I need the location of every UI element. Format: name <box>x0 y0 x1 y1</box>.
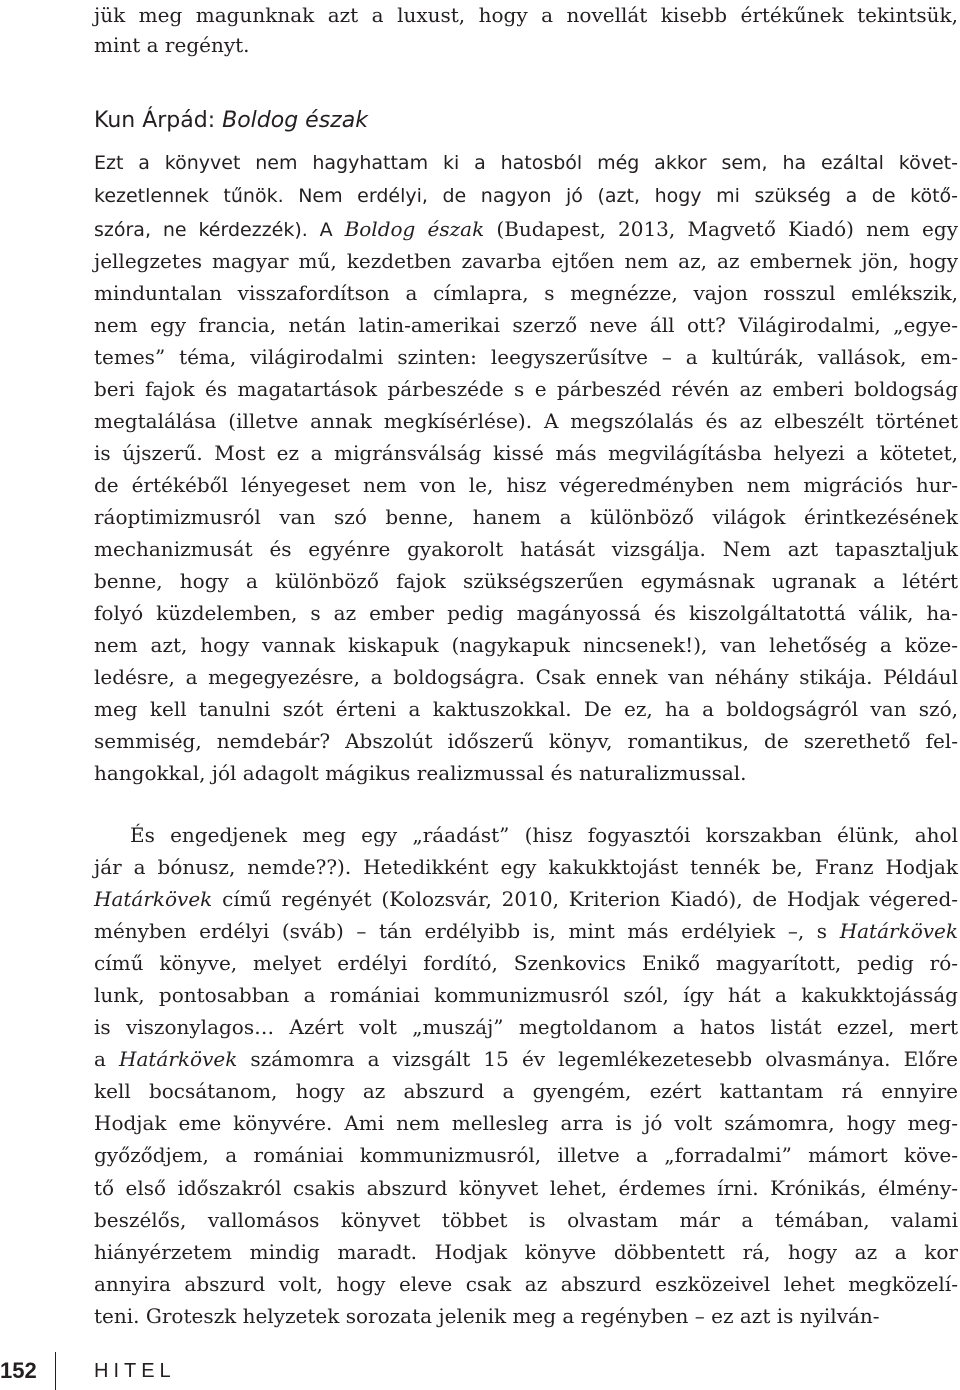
text-line: szóra, ne kérdezzék). A Boldog észak (Budapest, 2013, Magvető Kiadó) nem egy <box>94 217 958 241</box>
text-line: És engedjenek meg egy „ráadást” (hisz fogyasztói korszakban élünk, ahol <box>130 823 958 847</box>
text-line: Ezt a könyvet nem hagyhattam ki a hatosból még akkor sem, ha ezáltal követ- <box>94 152 958 174</box>
text-line: lunk, pontosabban a romániai kommunizmusról szól, így hát a kakukktojásság <box>94 983 958 1007</box>
text-line: meg kell tanulni szót érteni a kaktuszokkal. De ez, ha a boldogságról van szó, <box>94 697 958 721</box>
text-line: beszélős, vallomásos könyvet többet is olvastam már a témában, valami <box>94 1207 958 1232</box>
book-title: Boldog észak <box>344 217 485 241</box>
text-line: jár a bónusz, nemde??). Hetedikként egy kakukktojást tennék be, Franz Hodjak <box>94 855 958 879</box>
text-line: ráoptimizmusról van szó benne, hanem a különböző világok érintkezésének <box>94 505 958 529</box>
text-line: Hodjak eme könyvére. Ami nem mellesleg arra is jó volt számomra, hogy meg- <box>94 1111 958 1136</box>
text-line: mechanizmusát és egyénre gyakorolt hatását vizsgálja. Nem azt tapasztaljuk <box>94 537 958 561</box>
text-line: mint a regényt. <box>94 33 250 57</box>
text-line: semmiség, nemdebár? Abszolút időszerű könyv, romantikus, de szerethető fel- <box>94 729 958 753</box>
text-line: kell bocsátanom, hogy az abszurd a gyengém, ezért kattantam rá ennyire <box>94 1079 958 1103</box>
text-line: ledésre, a megegyezésre, a boldogságra. Csak ennek van néhány stikája. Például <box>94 665 958 689</box>
text-line: hiányérzetem mindig maradt. Hodjak könyve döbbentett rá, hogy az a kor <box>94 1240 958 1264</box>
text-line: is viszonylagos… Azért volt „muszáj” megtoldanom a hatos listát ezzel, mert <box>94 1015 958 1039</box>
footer-divider <box>55 1352 56 1390</box>
text-line: jük meg magunknak azt a luxust, hogy a novellát kisebb értékűnek tekintsük, <box>94 3 958 27</box>
heading-author: Kun Árpád: <box>94 108 223 133</box>
text-line: Határkövek című regényét (Kolozsvár, 2010, Kriterion Kiadó), de Hodjak végered- <box>94 887 958 911</box>
book-title: Határkövek <box>119 1047 238 1071</box>
text-line: folyó küzdelemben, s az ember pedig magányossá és kiszolgáltatottá válik, ha- <box>94 601 958 625</box>
text-line: megtalálása (illetve annak megkísérlése). A megszólalás és az elbeszélt történet <box>94 409 958 433</box>
text-line: annyira abszurd volt, hogy eleve csak az abszurd eszközeivel lehet megközelí- <box>94 1272 958 1297</box>
text-line: teni. Groteszk helyzetek sorozata jelenik meg a regényben – ez azt is nyilván- <box>94 1304 880 1329</box>
text-line: tő első időszakról csakis abszurd könyvet lehet, érdemes írni. Krónikás, élmény- <box>94 1175 958 1200</box>
book-title: Határkövek <box>839 919 958 943</box>
page-number: 152 <box>0 1358 37 1383</box>
text-line: győződjem, a romániai kommunizmusról, illetve a „forradalmi” mámort köve- <box>94 1143 958 1168</box>
text-line: jellegzetes magyar mű, kezdetben zavarba ejtően nem az, az embernek jön, hogy <box>94 249 958 273</box>
text-line: de értékéből lényegeset nem von le, hisz végeredményben nem migrációs hur- <box>94 473 958 497</box>
text-line: hangokkal, jól adagolt mágikus realizmussal és naturalizmussal. <box>94 761 747 785</box>
text-line: ményben erdélyi (sváb) – tán erdélyibb is, mint más erdélyiek –, s Határkövek <box>94 919 958 943</box>
heading-book-title: Boldog észak <box>222 108 368 133</box>
text-line: beri fajok és magatartások párbeszéde s e párbeszéd révén az emberi boldogság <box>94 377 958 401</box>
section-heading <box>94 106 368 136</box>
text-line: a Határkövek számomra a vizsgált 15 év legemlékezetesebb olvasmánya. Előre <box>94 1047 959 1071</box>
text-line: minduntalan visszafordítson a címlapra, s megnézze, vajon rosszul emlékszik, <box>94 281 958 305</box>
text-line: nem azt, hogy vannak kiskapuk (nagykapuk nincsenek!), van lehetőség a köze- <box>94 633 958 657</box>
text-line: is újszerű. Most ez a migránsválság kissé más megvilágításba helyezi a kötetet, <box>94 441 958 465</box>
text-line: kezetlennek tűnök. Nem erdélyi, de nagyon jó (azt, hogy mi szükség a de kötő- <box>94 185 958 207</box>
text-line: nem egy francia, netán latin-amerikai szerző neve áll ott? Világirodalmi, „egye- <box>94 313 958 337</box>
journal-title: HITEL <box>94 1360 176 1382</box>
text-line: című könyve, melyet erdélyi fordító, Szenkovics Enikő magyarított, pedig ró- <box>94 951 958 975</box>
text-line: temes” téma, világirodalmi szinten: leegyszerűsítve – a kultúrák, vallások, em- <box>94 345 958 369</box>
book-title: Határkövek <box>94 887 213 911</box>
text-line: benne, hogy a különböző fajok szükségszerűen egymásnak ugranak a létért <box>94 569 958 593</box>
